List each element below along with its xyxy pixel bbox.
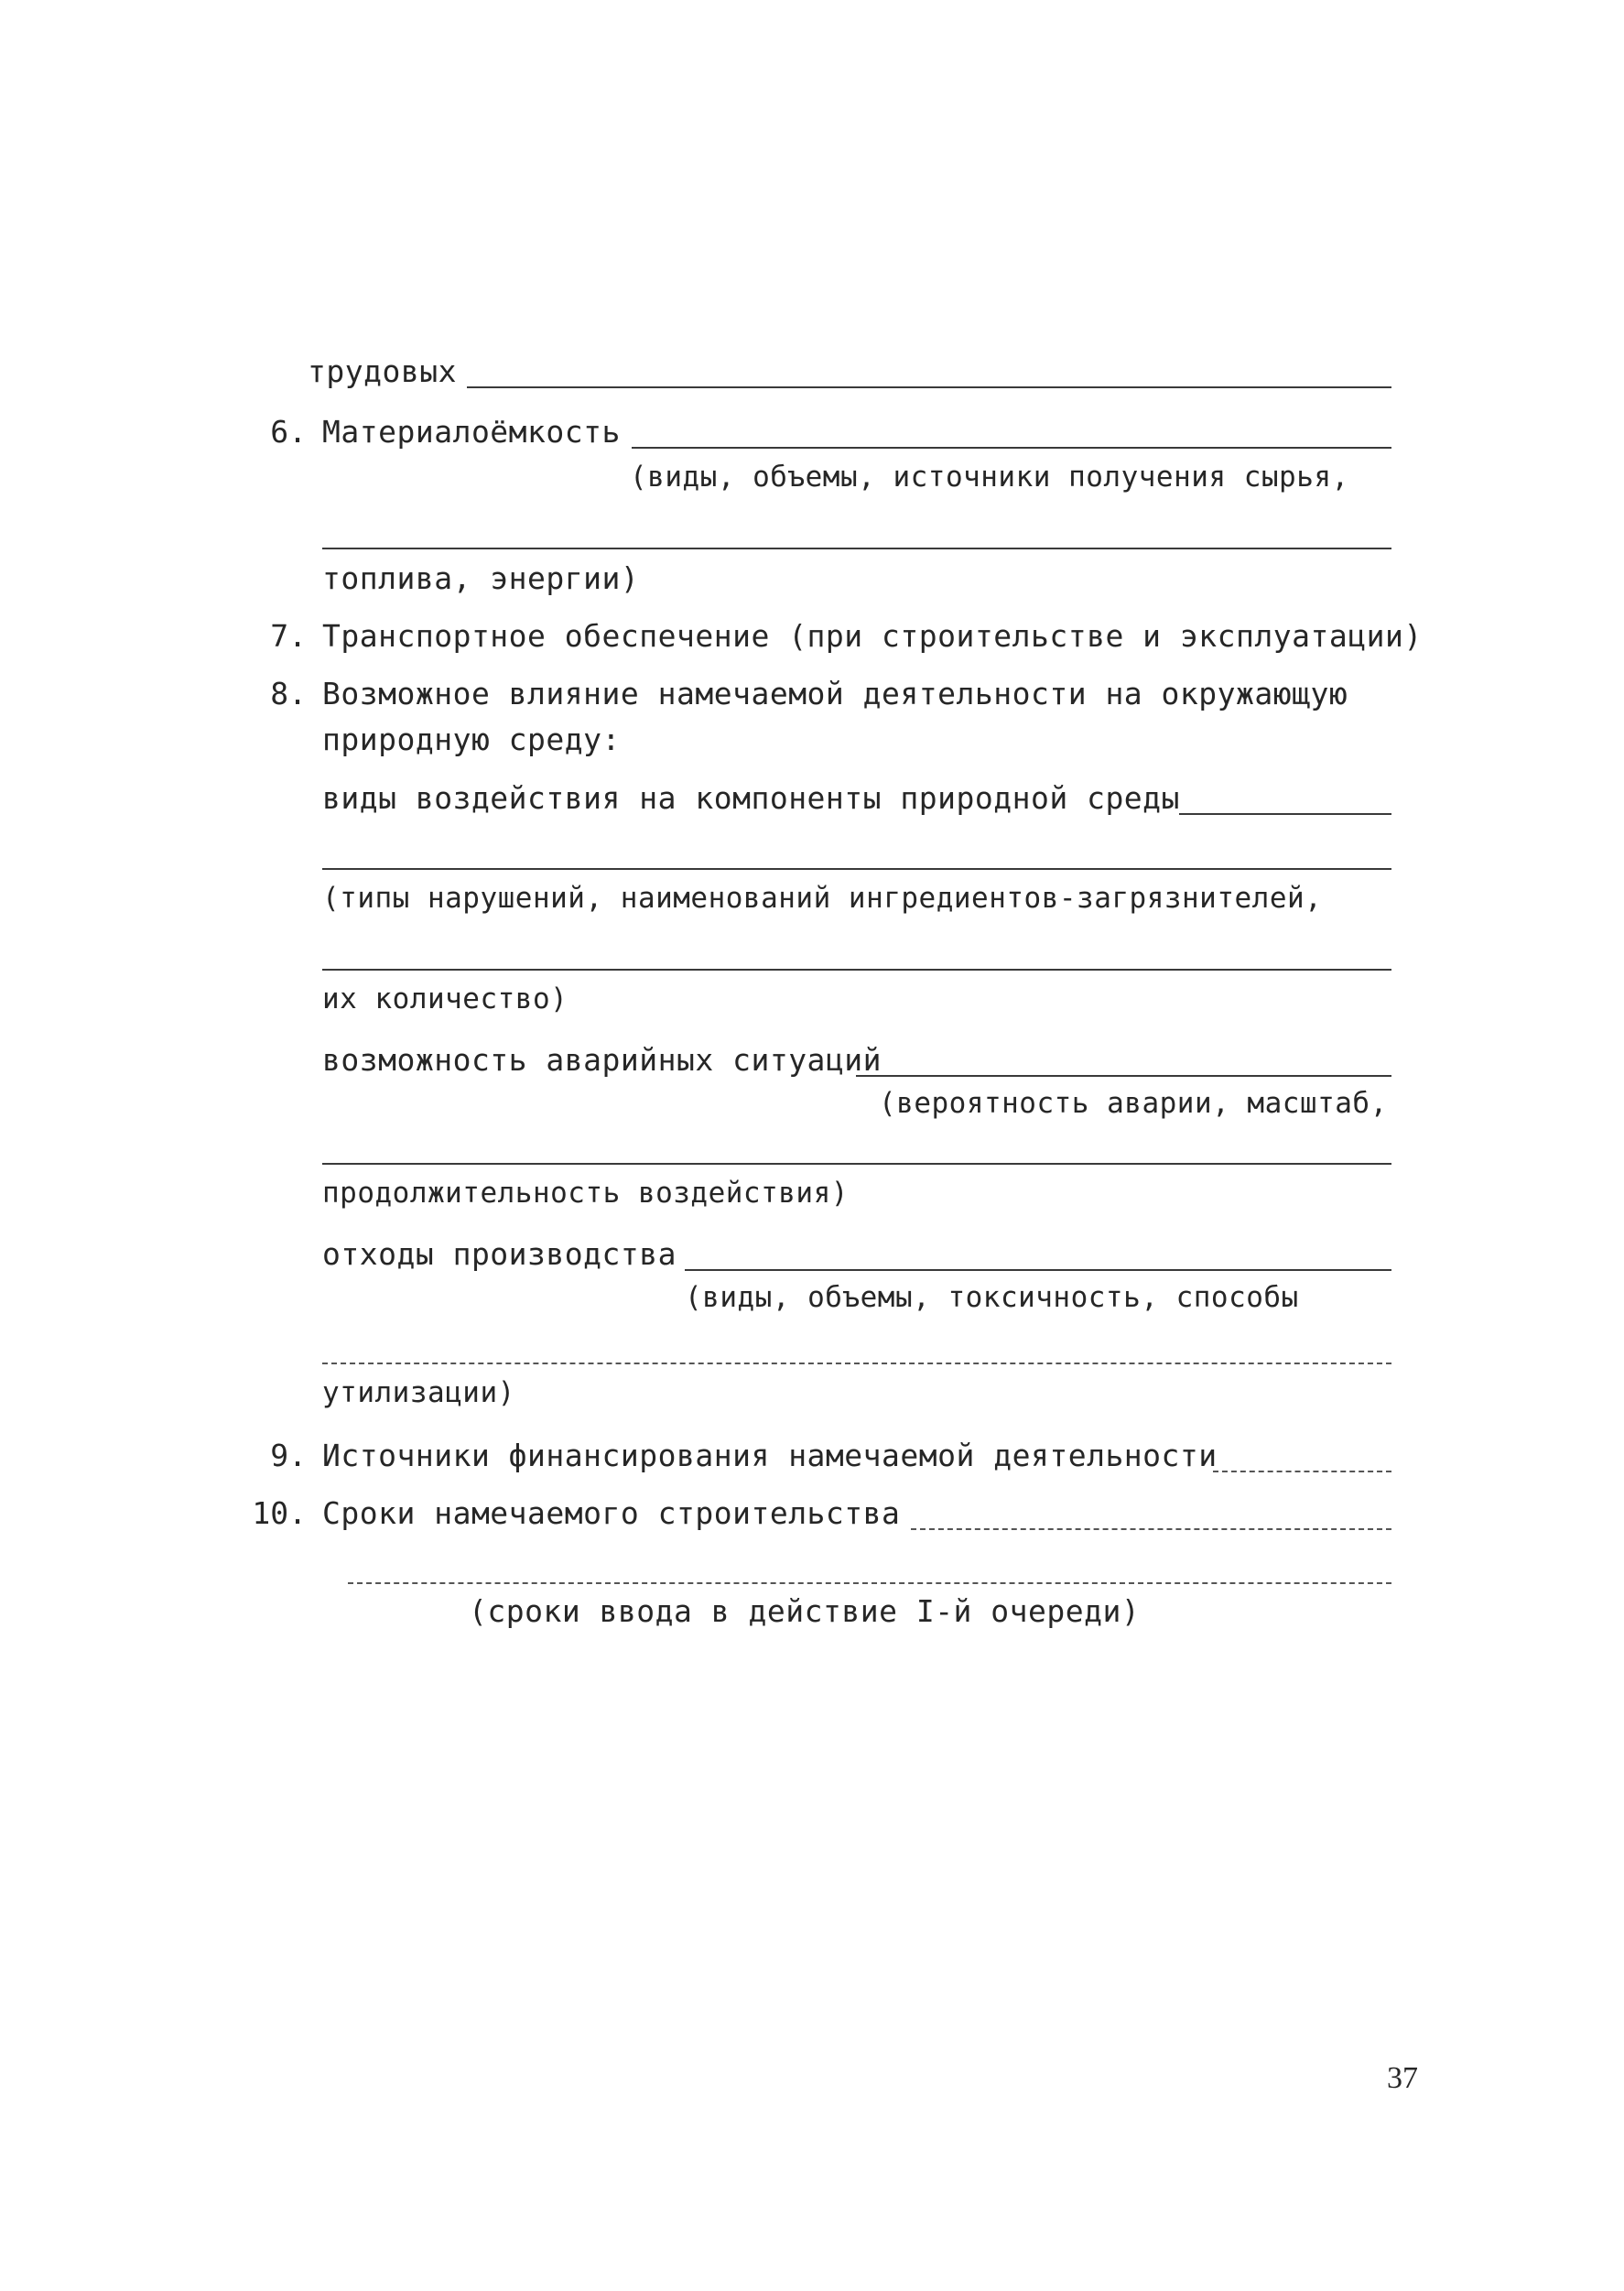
impact-types-hint-2: их количество) <box>322 983 568 1015</box>
waste-label: отходы производства <box>322 1236 677 1272</box>
impact-types-field-3[interactable] <box>322 969 1391 971</box>
emergency-hint-2: продолжительность воздействия) <box>322 1177 849 1210</box>
item-6-number: 6. <box>270 414 307 450</box>
item-9-label: Источники финансирования намечаемой деятельности <box>322 1438 1218 1473</box>
labor-resources-label: трудовых <box>308 353 457 389</box>
impact-types-hint-1: (типы нарушений, наименований ингредиентов-загрязнителей, <box>322 882 1323 915</box>
item-6-field-2[interactable] <box>322 548 1391 549</box>
waste-hint-2: утилизации) <box>322 1376 515 1409</box>
item-10-label: Сроки намечаемого строительства <box>322 1495 901 1531</box>
item-6-label: Материалоёмкость <box>322 414 621 450</box>
item-9-field[interactable] <box>1213 1471 1391 1472</box>
item-10-hint: (сроки ввода в действие I-й очереди) <box>469 1593 1141 1629</box>
page-number: 37 <box>1387 2061 1418 2095</box>
item-8-number: 8. <box>270 676 307 711</box>
impact-types-field-2[interactable] <box>322 868 1391 870</box>
item-8-label-2: природную среду: <box>322 722 621 757</box>
impact-types-label: виды воздействия на компоненты природной среды <box>322 780 1180 816</box>
item-6-hint-1: (виды, объемы, источники получения сырья, <box>630 461 1349 494</box>
item-6-hint-2: топлива, энергии) <box>322 560 640 596</box>
emergency-hint-1: (вероятность аварии, масштаб, <box>879 1087 1388 1120</box>
emergency-field[interactable] <box>856 1075 1391 1077</box>
impact-types-field[interactable] <box>1179 813 1391 815</box>
item-9-number: 9. <box>270 1438 307 1473</box>
item-6-field[interactable] <box>632 447 1391 449</box>
item-7-number: 7. <box>270 618 307 654</box>
item-10-field-2[interactable] <box>348 1582 1391 1584</box>
waste-hint-1: (виды, объемы, токсичность, способы <box>685 1281 1299 1314</box>
item-8-label-1: Возможное влияние намечаемой деятельности на окружающую <box>322 676 1348 711</box>
waste-field-2[interactable] <box>322 1363 1391 1364</box>
item-10-number: 10. <box>252 1495 307 1531</box>
item-7-label: Транспортное обеспечение (при строительстве и эксплуатации) <box>322 618 1423 654</box>
labor-resources-field[interactable] <box>467 386 1391 388</box>
waste-field[interactable] <box>685 1269 1391 1271</box>
emergency-label: возможность аварийных ситуаций <box>322 1042 882 1078</box>
emergency-field-2[interactable] <box>322 1163 1391 1165</box>
item-10-field[interactable] <box>911 1528 1391 1530</box>
